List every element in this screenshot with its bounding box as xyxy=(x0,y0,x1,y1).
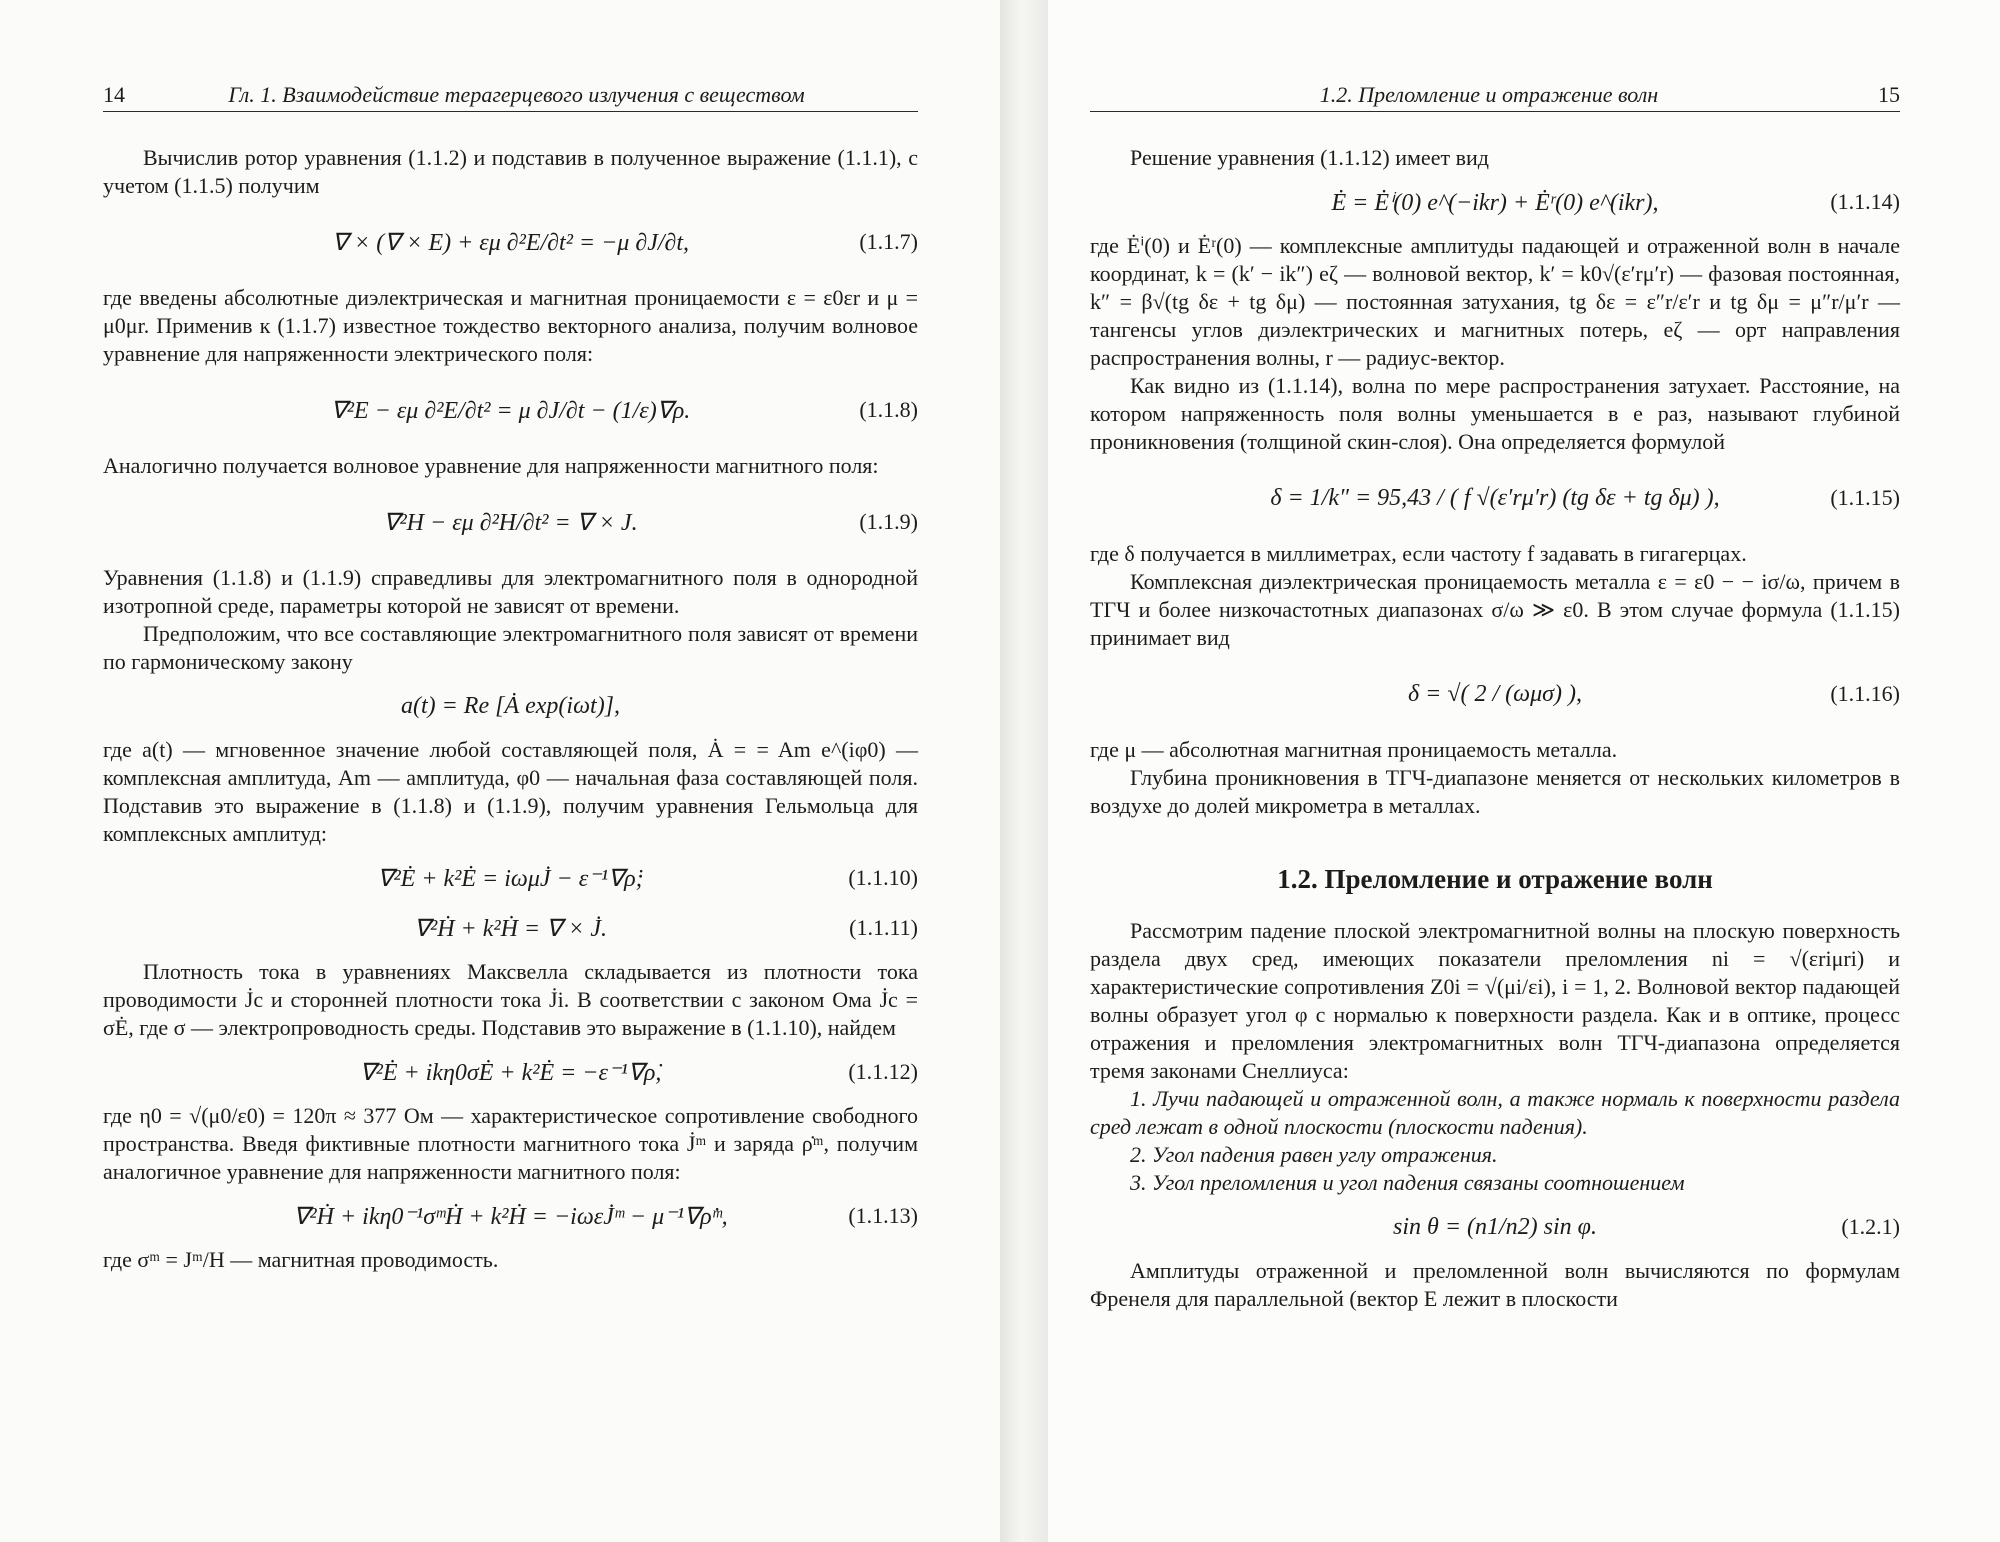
equation-1-1-14 xyxy=(1090,182,1900,222)
equation-expression: ∇ × (∇ × E) + εμ ∂²E/∂t² = −μ ∂J/∂t, xyxy=(331,229,690,256)
equation-number: (1.1.13) xyxy=(848,1203,918,1228)
equation-1-1-11 xyxy=(103,908,918,948)
paragraph: Плотность тока в уравнениях Максвелла складывается из плотности тока проводимости J̇c и сторонней плотности тока J̇i. В соответствии с законом Ома J̇c = σĖ, где σ — электропроводность среды. Подставив это выражение в (1.1.10), найдем xyxy=(103,959,918,1040)
equation-expression: sin θ = (n1/n2) sin φ. xyxy=(1393,1213,1597,1240)
equation-number: (1.1.10) xyxy=(848,865,918,890)
equation-expression: a(t) = Re [Ȧ exp(iωt)], xyxy=(400,692,621,719)
paragraph: Амплитуды отраженной и преломленной волн вычисляются по формулам Френеля для параллельной (вектор E лежит в плоскости xyxy=(1090,1258,1900,1311)
equation-expression: ∇²E − εμ ∂²E/∂t² = μ ∂J/∂t − (1/ε)∇ρ. xyxy=(330,397,691,424)
book-gutter xyxy=(1000,0,1048,1542)
equation-expression: ∇²Ḣ + ikη0⁻¹σᵐḢ + k²Ḣ = −iωεJ̇ᵐ − μ⁻¹∇ρ̇ᵐ, xyxy=(293,1203,728,1230)
equation-number: (1.1.15) xyxy=(1830,485,1900,510)
right-header-title: 1.2. Преломление и отражение волн xyxy=(1319,82,1659,107)
equation-expression: δ = √( 2 / (ωμσ) ), xyxy=(1408,680,1582,707)
paragraph: Уравнения (1.1.8) и (1.1.9) справедливы для электромагнитного поля в однородной изотропной среде, параметры которой не зависят от времени. xyxy=(103,565,918,618)
snell-law-3: 3. Угол преломления и угол падения связаны соотношением xyxy=(1130,1170,1685,1195)
paragraph: Как видно из (1.1.14), волна по мере распространения затухает. Расстояние, на котором напряженность поля волны уменьшается в e раз, называют глубиной проникновения (толщиной скин-слоя). Она определяется формулой xyxy=(1090,373,1900,454)
equation-expression: ∇²H − εμ ∂²H/∂t² = ∇ × J. xyxy=(383,509,638,536)
equation-1-1-13 xyxy=(103,1196,918,1236)
equation-expression: ∇²Ė + ikη0σĖ + k²Ė = −ε⁻¹∇ρ̇, xyxy=(359,1059,662,1086)
equation-1-1-16 xyxy=(1090,662,1900,726)
paragraph: где σᵐ = Jᵐ/H — магнитная проводимость. xyxy=(103,1247,499,1272)
equation-number: (1.2.1) xyxy=(1841,1214,1900,1239)
paragraph: Решение уравнения (1.1.12) имеет вид xyxy=(1130,145,1489,170)
paragraph: Глубина проникновения в ТГЧ-диапазоне меняется от нескольких километров в воздухе до долей микрометра в металлах. xyxy=(1090,765,1900,818)
paragraph: Аналогично получается волновое уравнение для напряженности магнитного поля: xyxy=(103,453,879,478)
paragraph: где введены абсолютные диэлектрическая и магнитная проницаемости ε = ε0εr и μ = μ0μr. Применив к (1.1.7) известное тождество векторного анализа, получим волновое уравнение для напряженности электрического поля: xyxy=(103,285,918,366)
paragraph: где Ėⁱ(0) и Ėʳ(0) — комплексные амплитуды падающей и отраженной волн в начале координат, k = (k′ − ik″) eζ — волновой вектор, k′ = k0√(ε′rμ′r) — фазовая постоянная, k″ = β√(tg δε + tg δμ) — постоянная затухания, tg δε = ε″r/ε′r и tg δμ = μ″r/μ′r — тангенсы углов диэлектрических и магнитных потерь, eζ — орт направления распространения волны, r — радиус-вектор. xyxy=(1090,233,1900,370)
equation-1-1-12 xyxy=(103,1052,918,1092)
paragraph: Предположим, что все составляющие электромагнитного поля зависят от времени по гармоническому закону xyxy=(103,621,918,674)
snell-law-2: 2. Угол падения равен углу отражения. xyxy=(1130,1142,1498,1167)
right-page-number: 15 xyxy=(1877,82,1900,107)
left-header-title: Гл. 1. Взаимодействие терагерцевого излучения с веществом xyxy=(228,82,805,107)
equation-1-1-8 xyxy=(103,378,918,442)
equation-number: (1.1.16) xyxy=(1830,681,1900,706)
equation-1-1-9 xyxy=(103,490,918,554)
left-page-number: 14 xyxy=(103,82,125,107)
equation-number: (1.1.7) xyxy=(859,229,918,254)
paragraph: Комплексная диэлектрическая проницаемость металла ε = ε0 − − iσ/ω, причем в ТГЧ и более низкочастотных диапазонах σ/ω ≫ ε0. В этом случае формула (1.1.15) принимает вид xyxy=(1090,569,1900,650)
equation-number: (1.1.8) xyxy=(859,397,918,422)
equation-expression: ∇²Ḣ + k²Ḣ = ∇ × J̇. xyxy=(413,915,608,942)
equation-harmonic xyxy=(103,686,918,726)
equation-number: (1.1.9) xyxy=(859,509,918,534)
paragraph: Вычислив ротор уравнения (1.1.2) и подставив в полученное выражение (1.1.1), с учетом (1.1.5) получим xyxy=(103,145,918,198)
right-page xyxy=(1048,0,2000,1542)
equation-1-1-15 xyxy=(1090,466,1900,530)
equation-expression: Ė = Ėⁱ(0) e^(−ikr) + Ėʳ(0) e^(ikr), xyxy=(1331,189,1659,216)
equation-number: (1.1.14) xyxy=(1830,189,1900,214)
equation-1-2-1 xyxy=(1090,1207,1900,1247)
equation-1-1-10 xyxy=(103,858,918,898)
equation-expression: δ = 1/k″ = 95,43 / ( f √(ε′rμ′r) (tg δε + tg δμ) ), xyxy=(1270,484,1720,511)
left-running-header xyxy=(103,82,918,112)
equation-1-1-7 xyxy=(103,210,918,274)
paragraph: где a(t) — мгновенное значение любой составляющей поля, Ȧ = = Am e^(iφ0) — комплексная амплитуда, Am — амплитуда, φ0 — начальная фаза составляющей поля. Подставив это выражение в (1.1.8) и (1.1.9), получим уравнения Гельмольца для комплексных амплитуд: xyxy=(103,737,918,846)
right-running-header xyxy=(1090,82,1900,112)
section-heading: 1.2. Преломление и отражение волн xyxy=(1277,864,1713,894)
equation-number: (1.1.11) xyxy=(849,915,918,940)
paragraph: где μ — абсолютная магнитная проницаемость металла. xyxy=(1090,737,1618,762)
equation-number: (1.1.12) xyxy=(848,1059,918,1084)
snell-law-1: 1. Лучи падающей и отраженной волн, а также нормаль к поверхности раздела сред лежат в одной плоскости (плоскости падения). xyxy=(1090,1086,1900,1139)
paragraph: Рассмотрим падение плоской электромагнитной волны на плоскую поверхность раздела двух сред, имеющих показатели преломления ni = √(εriμri) и характеристические сопротивления Z0i = √(μi/εi), i = 1, 2. Волновой вектор падающей волны образует угол φ с нормалью к поверхности раздела. Как и в оптике, процесс отражения и преломления электромагнитных волн ТГЧ-диапазона определяется тремя законами Снеллиуса: xyxy=(1090,918,1900,1083)
equation-expression: ∇²Ė + k²Ė = iωμJ̇ − ε⁻¹∇ρ̇; xyxy=(377,865,644,892)
paragraph: где η0 = √(μ0/ε0) = 120π ≈ 377 Ом — характеристическое сопротивление свободного пространства. Введя фиктивные плотности магнитного тока J̇ᵐ и заряда ρ̇ᵐ, получим аналогичное уравнение для напряженности магнитного поля: xyxy=(103,1103,918,1184)
paragraph: где δ получается в миллиметрах, если частоту f задавать в гигагерцах. xyxy=(1090,541,1747,566)
